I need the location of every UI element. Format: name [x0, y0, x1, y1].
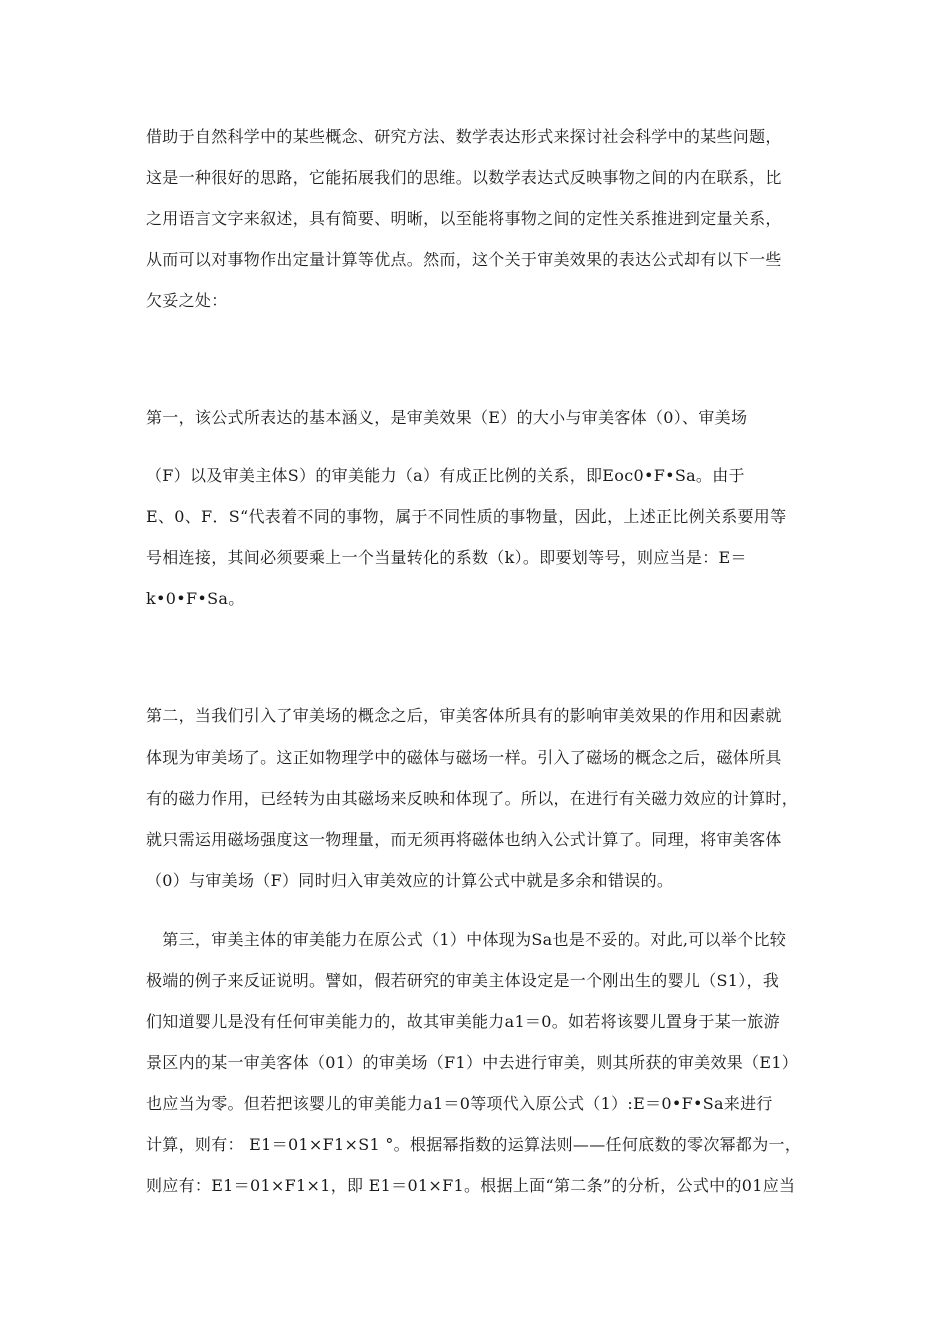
paragraph-1-line-1: 借助于自然科学中的某些概念、研究方法、数学表达形式来探讨社会科学中的某些问题，: [146, 127, 782, 146]
paragraph-2-line-1: 第一，该公式所表达的基本涵义，是审美效果（E）的大小与审美客体（0）、审美场: [146, 408, 748, 427]
paragraph-4-line-5: 也应当为零。但若把该婴儿的审美能力a1＝0等项代入原公式（1）:E＝0•F•Sa来进行: [146, 1094, 773, 1113]
paragraph-3-line-5: （0）与审美场（F）同时归入审美效应的计算公式中就是多余和错误的。: [146, 871, 674, 890]
paragraph-1-line-4: 从而可以对事物作出定量计算等优点。然而，这个关于审美效果的表达公式却有以下一些: [146, 250, 782, 269]
paragraph-4-line-7: 则应有：E1＝01×F1×1，即 E1＝01×F1。根据上面“第二条”的分析，公式中的01应当: [146, 1176, 796, 1195]
paragraph-2-line-3: E、0、F．S“代表着不同的事物，属于不同性质的事物量，因此，上述正比例关系要用等: [146, 507, 787, 526]
paragraph-1-line-2: 这是一种很好的思路，它能拓展我们的思维。以数学表达式反映事物之间的内在联系，比: [146, 168, 782, 187]
paragraph-4-line-1: 第三，审美主体的审美能力在原公式（1）中体现为Sa也是不妥的。对此,可以举个比较: [146, 930, 787, 949]
paragraph-2-line-2: （F）以及审美主体S）的审美能力（a）有成正比例的关系，即Eoc0•F•Sa。由于: [146, 466, 745, 485]
paragraph-4-line-2: 极端的例子来反证说明。譬如，假若研究的审美主体设定是一个刚出生的婴儿（S1），我: [146, 971, 780, 990]
paragraph-1-line-5: 欠妥之处：: [146, 291, 228, 310]
paragraph-3-line-4: 就只需运用磁场强度这一物理量，而无须再将磁体也纳入公式计算了。同理，将审美客体: [146, 830, 782, 849]
paragraph-1-line-3: 之用语言文字来叙述，具有简要、明晰，以至能将事物之间的定性关系推进到定量关系，: [146, 209, 782, 228]
paragraph-4-line-4: 景区内的某一审美客体（01）的审美场（F1）中去进行审美，则其所获的审美效果（E1）: [146, 1053, 799, 1072]
paragraph-4-line-6: 计算，则有： E1＝01×F1×S1 °。根据幂指数的运算法则——任何底数的零次幂都为一，: [146, 1135, 802, 1154]
paragraph-3-line-3: 有的磁力作用，已经转为由其磁场来反映和体现了。所以，在进行有关磁力效应的计算时，: [146, 789, 799, 808]
paragraph-3-line-1: 第二，当我们引入了审美场的概念之后，审美客体所具有的影响审美效果的作用和因素就: [146, 706, 782, 725]
paragraph-2-line-4: 号相连接，其间必须要乘上一个当量转化的系数（k）。即要划等号，则应当是：E＝: [146, 548, 747, 567]
paragraph-2-line-5: k•0•F•Sa。: [146, 589, 245, 608]
paragraph-3-line-2: 体现为审美场了。这正如物理学中的磁体与磁场一样。引入了磁场的概念之后，磁体所具: [146, 748, 782, 767]
paragraph-4-line-3: 们知道婴儿是没有任何审美能力的，故其审美能力a1＝0。如若将该婴儿置身于某一旅游: [146, 1012, 780, 1031]
